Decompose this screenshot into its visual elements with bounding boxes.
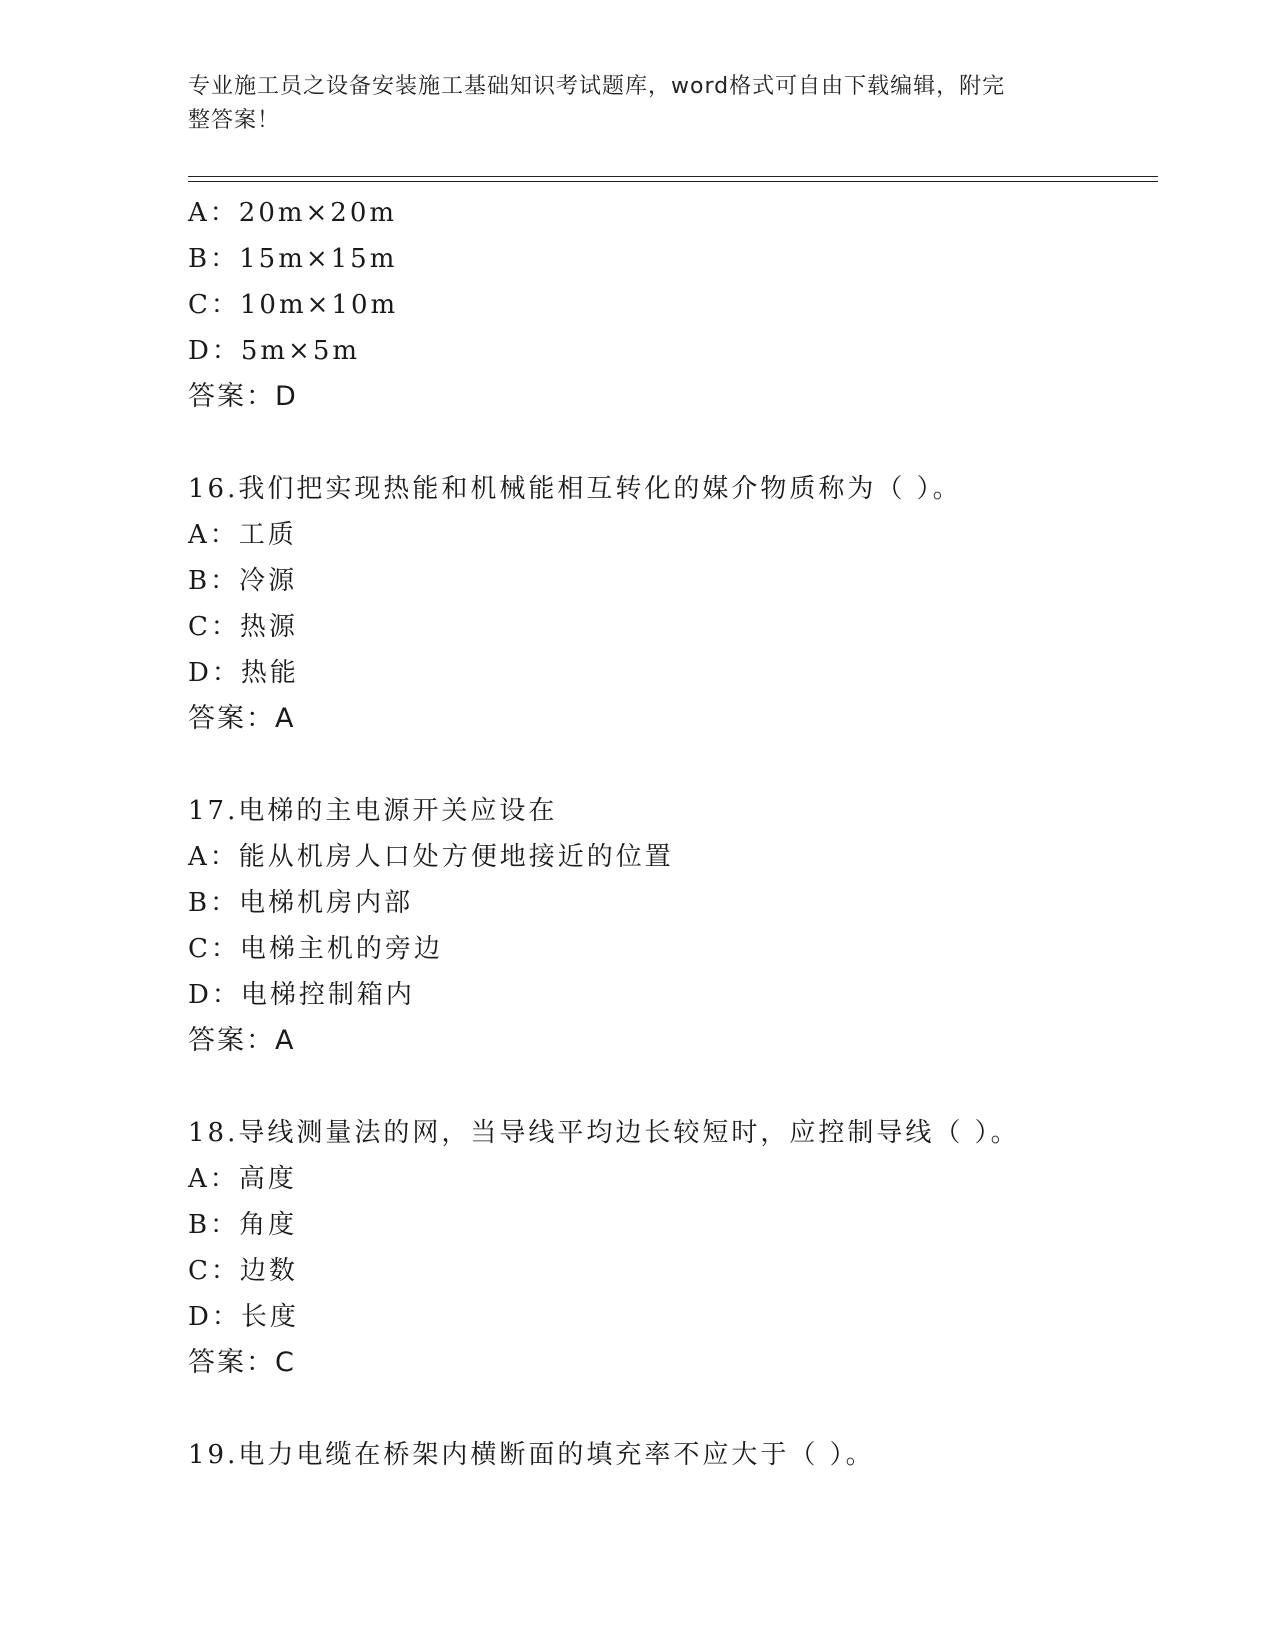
- spacer: [188, 1386, 1148, 1432]
- option-a: A：高度: [188, 1164, 297, 1194]
- question-19: [188, 1432, 1148, 1478]
- question-text: 17.电梯的主电源开关应设在: [188, 796, 558, 826]
- option-a: A：20m×20m: [188, 198, 398, 228]
- question-text: 19.电力电缆在桥架内横断面的填充率不应大于（ ）。: [188, 1440, 875, 1470]
- option-b: B：角度: [188, 1210, 298, 1240]
- header-rule-bottom: [188, 181, 1158, 182]
- question-list: [188, 190, 1148, 1478]
- header-rule-top: [188, 176, 1158, 177]
- question-text: 16.我们把实现热能和机械能相互转化的媒介物质称为（ ）。: [188, 474, 962, 504]
- answer: 答案：D: [188, 381, 298, 412]
- answer: 答案：A: [188, 703, 296, 734]
- spacer: [188, 742, 1148, 788]
- option-b: B：15m×15m: [188, 244, 398, 274]
- question-17: [188, 788, 1148, 1064]
- option-c: C：10m×10m: [188, 290, 399, 320]
- question-15: [188, 190, 1148, 420]
- question-text: 18.导线测量法的网，当导线平均边长较短时，应控制导线（ ）。: [188, 1118, 1020, 1148]
- option-c: C：热源: [188, 612, 298, 642]
- document-header: [188, 70, 1088, 138]
- spacer: [188, 420, 1148, 466]
- question-18: [188, 1110, 1148, 1386]
- option-d: D：5m×5m: [188, 336, 361, 366]
- option-c: C：边数: [188, 1256, 298, 1286]
- question-16: [188, 466, 1148, 742]
- option-a: A：能从机房人口处方便地接近的位置: [188, 842, 674, 872]
- option-c: C：电梯主机的旁边: [188, 934, 443, 964]
- option-b: B：冷源: [188, 566, 298, 596]
- header-line-1: 专业施工员之设备安装施工基础知识考试题库，word格式可自由下载编辑，附完: [188, 74, 1006, 99]
- spacer: [188, 1064, 1148, 1110]
- option-d: D：长度: [188, 1302, 299, 1332]
- option-d: D：热能: [188, 658, 299, 688]
- header-line-2: 整答案！: [188, 108, 281, 133]
- option-d: D：电梯控制箱内: [188, 980, 415, 1010]
- option-a: A：工质: [188, 520, 297, 550]
- option-b: B：电梯机房内部: [188, 888, 414, 918]
- answer: 答案：C: [188, 1347, 296, 1378]
- answer: 答案：A: [188, 1025, 296, 1056]
